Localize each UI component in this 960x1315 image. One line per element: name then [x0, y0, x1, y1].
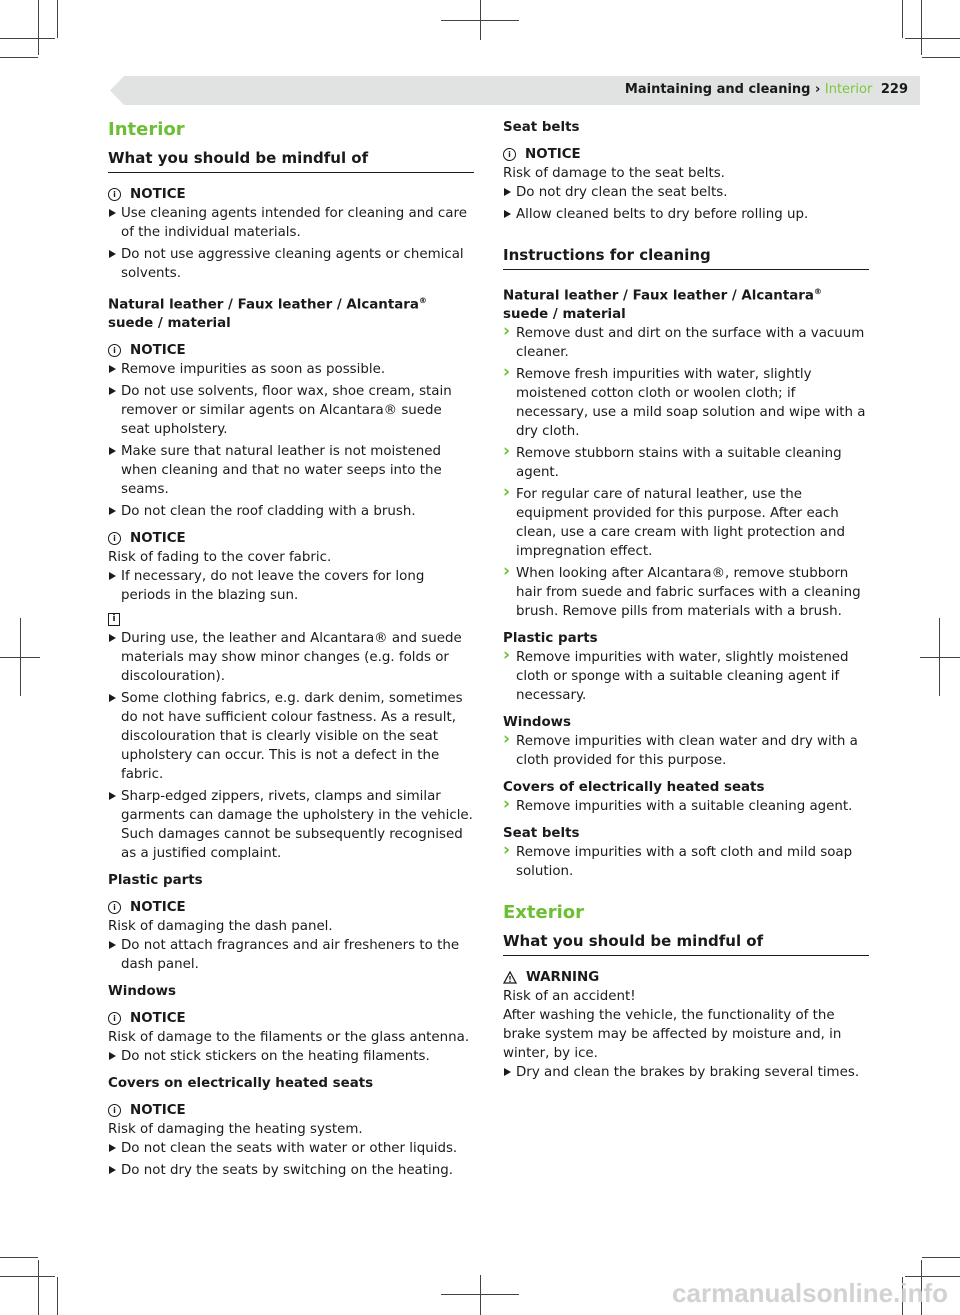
list-item: If necessary, do not leave the covers for long periods in the blazing sun. — [108, 567, 474, 605]
subheading-plastic: Plastic parts — [503, 631, 598, 647]
registered-mark: ® — [418, 296, 427, 305]
warning-triangle-icon — [503, 971, 517, 984]
notice-label: NOTICE — [130, 343, 186, 359]
warning-label: WARNING — [526, 970, 600, 986]
notice-list — [108, 1047, 474, 1066]
notice-header — [108, 1009, 474, 1028]
notice-label: NOTICE — [525, 147, 581, 162]
list-item: › For regular care of natural leather, use the equipment provided for this purpose. After each clean, use a care cream with light protection and impregnation effect. — [503, 485, 869, 561]
notice-list — [108, 936, 474, 974]
subheading-windows: Windows — [503, 715, 572, 731]
notice-label: NOTICE — [130, 1103, 186, 1119]
subheading-windows: Windows — [108, 984, 177, 1000]
notice-header — [503, 145, 869, 164]
header-chapter: Maintaining and cleaning — [624, 82, 811, 97]
notice-list — [503, 183, 869, 224]
list-item: › Remove stubborn stains with a suitable cleaning agent. — [503, 444, 869, 482]
subheading-seat-belts: Seat belts — [503, 826, 580, 842]
notice-list — [108, 360, 474, 521]
subheading-leather — [108, 291, 474, 333]
instruction-list — [503, 324, 869, 621]
subheading-plastic: Plastic parts — [108, 873, 203, 889]
list-item: › When looking after Alcantara®, remove stubborn hair from suede and fabric surfaces with a cleaning brush. Remove pills from materials with a brush. — [503, 564, 869, 621]
list-item: Do not clean the seats with water or other liquids. — [108, 1139, 474, 1158]
subheading-covers: Covers on electrically heated seats — [108, 1076, 374, 1092]
notice-header — [108, 529, 474, 548]
list-item: During use, the leather and Alcantara® and suede materials may show minor changes (e.g. folds or discolouration). — [108, 629, 474, 686]
info-icon: i — [108, 613, 120, 626]
section-title-interior: Interior — [108, 119, 185, 140]
list-item: › Remove impurities with water, slightly moistened cloth or sponge with a suitable cleaning agent if necessary. — [503, 648, 869, 705]
notice-icon: i — [503, 148, 516, 161]
notice-list — [108, 567, 474, 605]
crop-mark — [57, 1277, 58, 1315]
notice-icon: i — [108, 344, 121, 357]
header-separator: › — [815, 82, 821, 97]
list-item: › Remove impurities with a suitable cleaning agent. — [503, 797, 869, 816]
list-item: Make sure that natural leather is not moistened when cleaning and that no water seeps into the seams. — [108, 442, 474, 499]
crop-mark — [0, 1276, 55, 1277]
list-item: Do not dry clean the seat belts. — [503, 183, 869, 202]
list-item: Allow cleaned belts to dry before rolling up. — [503, 205, 869, 224]
list-item: › Remove dust and dirt on the surface with a vacuum cleaner. — [503, 324, 869, 362]
notice-icon: i — [108, 1104, 121, 1117]
notice-label: NOTICE — [130, 531, 186, 547]
notice-header — [108, 898, 474, 917]
leather-title-a: Natural leather / Faux leather / Alcantara — [108, 297, 419, 313]
instruction-list — [503, 732, 869, 770]
page-number: 229 — [880, 82, 908, 97]
notice-text: Risk of fading to the cover fabric. — [108, 550, 332, 566]
notice-icon: i — [108, 901, 121, 914]
warning-list — [503, 1063, 869, 1082]
notice-label: NOTICE — [130, 1011, 186, 1027]
list-item: Do not stick stickers on the heating filaments. — [108, 1047, 474, 1066]
warning-text: After washing the vehicle, the functionality of the brake system may be affected by moisture and, in winter, by ice. — [503, 1008, 842, 1062]
list-item: › Remove impurities with a soft cloth and mild soap solution. — [503, 843, 869, 881]
list-item: Do not use solvents, floor wax, shoe cream, stain remover or similar agents on Alcantara® suede seat upholstery. — [108, 382, 474, 439]
crop-mark — [0, 38, 55, 39]
subheading-covers: Covers of electrically heated seats — [503, 780, 765, 796]
subheading-seat-belts: Seat belts — [503, 120, 580, 135]
crop-mark — [939, 618, 940, 696]
notice-header — [108, 185, 474, 204]
notice-header — [108, 341, 474, 360]
notice-list — [108, 1139, 474, 1180]
registered-mark: ® — [813, 287, 822, 296]
header-section: Interior — [824, 82, 873, 97]
info-list — [108, 629, 474, 863]
notice-text: Risk of damaging the dash panel. — [108, 919, 333, 935]
notice-text: Risk of damage to the filaments or the glass antenna. — [108, 1030, 470, 1046]
notice-list — [108, 204, 474, 283]
list-item: Do not attach fragrances and air fresheners to the dash panel. — [108, 936, 474, 974]
notice-text: Risk of damage to the seat belts. — [503, 166, 725, 181]
watermark: carmanualsonline.info — [672, 1278, 948, 1308]
warning-header — [503, 968, 869, 987]
list-item: Do not dry the seats by switching on the heating. — [108, 1161, 474, 1180]
list-item: Remove impurities as soon as possible. — [108, 360, 474, 379]
crop-mark — [920, 657, 960, 658]
list-item: Sharp-edged zippers, rivets, clamps and similar garments can damage the upholstery in the vehicle. Such damages cannot be subsequently recognised as a justified complaint. — [108, 787, 474, 863]
list-item: Do not use aggressive cleaning agents or chemical solvents. — [108, 245, 474, 283]
crop-mark — [0, 1257, 38, 1258]
crop-mark — [922, 57, 960, 58]
crop-mark — [905, 38, 960, 39]
list-item: Dry and clean the brakes by braking several times. — [503, 1063, 869, 1082]
subheading-leather — [503, 282, 869, 324]
right-column — [503, 118, 869, 1090]
leather-title-b: suede / material — [503, 307, 626, 323]
heading-mindful: What you should be mindful of — [108, 149, 474, 173]
left-column — [108, 118, 474, 1188]
heading-mindful: What you should be mindful of — [503, 932, 869, 956]
crop-mark — [480, 1275, 481, 1315]
notice-header — [108, 1101, 474, 1120]
instruction-list — [503, 648, 869, 705]
list-item: Use cleaning agents intended for cleaning and care of the individual materials. — [108, 204, 474, 242]
crop-mark — [38, 0, 39, 55]
heading-instructions: Instructions for cleaning — [503, 246, 869, 270]
notice-icon: i — [108, 532, 121, 545]
crop-mark — [38, 1260, 39, 1315]
leather-title-b: suede / material — [108, 316, 231, 332]
list-item: Some clothing fabrics, e.g. dark denim, sometimes do not have sufficient colour fastness. As a result, discolouration that is clearly visible on the seat upholstery can occur. This is not a defect in the fabric. — [108, 689, 474, 784]
notice-label: NOTICE — [130, 187, 186, 202]
warning-text: Risk of an accident! — [503, 989, 636, 1005]
crop-mark — [922, 1257, 960, 1258]
list-item: Do not clean the roof cladding with a brush. — [108, 502, 474, 521]
crop-mark — [905, 1276, 960, 1277]
section-title-exterior: Exterior — [503, 902, 585, 924]
crop-mark — [57, 0, 58, 38]
leather-title-a: Natural leather / Faux leather / Alcantara — [503, 288, 814, 304]
crop-mark — [902, 0, 903, 38]
instruction-list — [503, 843, 869, 881]
notice-text: Risk of damaging the heating system. — [108, 1122, 363, 1138]
running-header — [625, 82, 908, 97]
notice-icon: i — [108, 188, 121, 201]
notice-icon: i — [108, 1012, 121, 1025]
crop-mark — [20, 618, 21, 696]
list-item: › Remove impurities with clean water and dry with a cloth provided for this purpose. — [503, 732, 869, 770]
list-item: › Remove fresh impurities with water, slightly moistened cotton cloth or woolen cloth; if necessary, use a mild soap solution and wipe with a dry cloth. — [503, 365, 869, 441]
notice-label: NOTICE — [130, 900, 186, 916]
instruction-list — [503, 797, 869, 816]
crop-mark — [921, 0, 922, 55]
crop-mark — [480, 0, 481, 40]
crop-mark — [0, 57, 38, 58]
